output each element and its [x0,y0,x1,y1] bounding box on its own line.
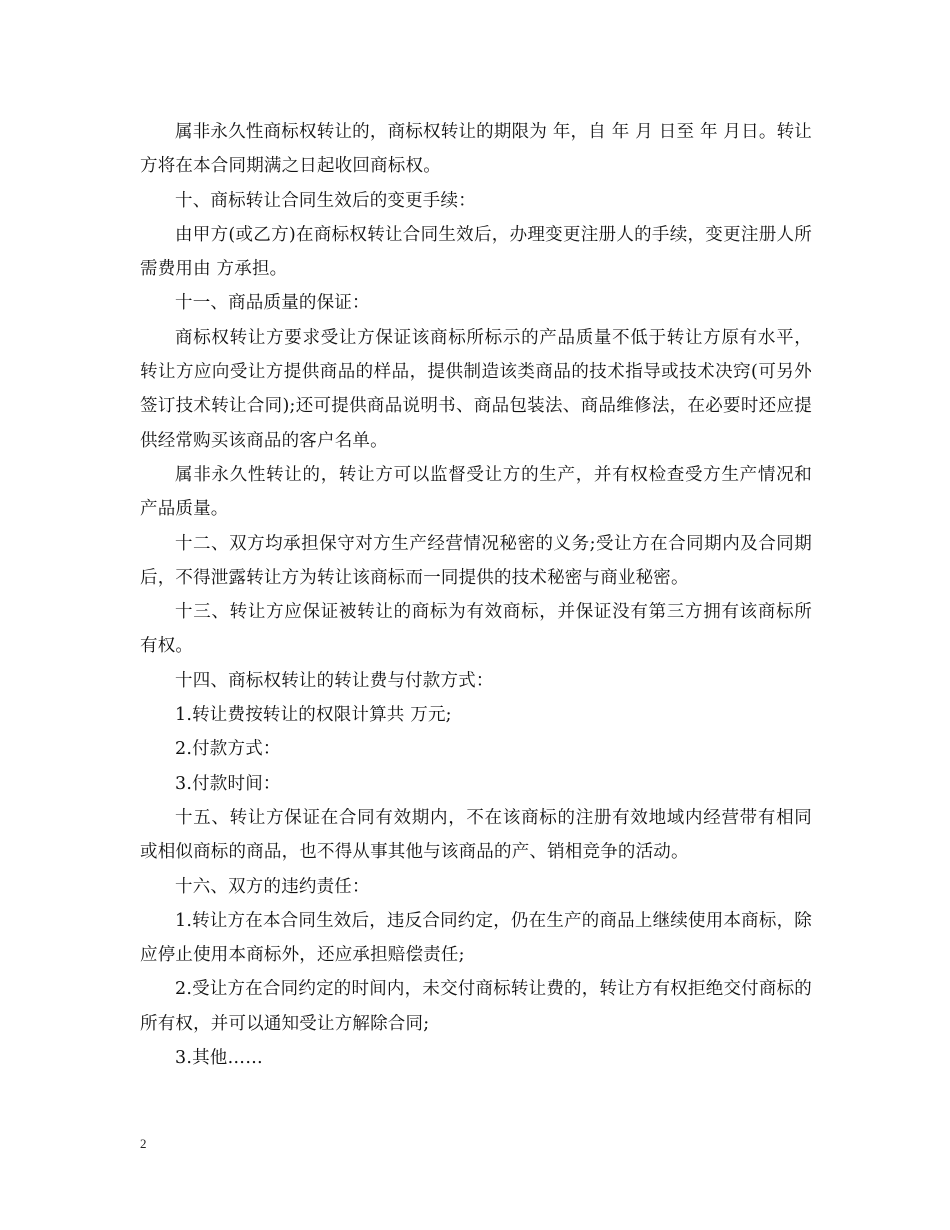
list-item: 3.其他…… [175,1048,263,1069]
section-heading: 十、商标转让合同生效后的变更手续： [175,190,476,211]
page-number: 2 [140,1136,147,1151]
list-item: 2.付款方式： [175,739,281,760]
section-heading: 十一、商品质量的保证： [175,293,370,314]
paragraph: 十五、转让方保证在合同有效期内，不在该商标的注册有效地域内经营带有相同或相似商标的商品，也不得从事其他与该商品的产、销相竞争的活动。 [140,807,812,863]
document-body [140,115,812,1075]
paragraph: 属非永久性转让的，转让方可以监督受让方的生产，并有权检查受方生产情况和产品质量。 [140,464,812,520]
paragraph: 由甲方(或乙方)在商标权转让合同生效后，办理变更注册人的手续，变更注册人所需费用由 方承担。 [140,224,812,280]
section-heading: 十四、商标权转让的转让费与付款方式： [175,670,494,691]
paragraph: 十三、转让方应保证被转让的商标为有效商标，并保证没有第三方拥有该商标所有权。 [140,602,812,657]
paragraph: 属非永久性商标权转让的，商标权转让的期限为 年，自 年 月 日至 年 月日。转让方将在本合同期满之日起收回商标权。 [140,122,812,177]
list-item: 1.转让方在本合同生效后，违反合同约定，仍在生产的商品上继续使用本商标，除应停止使用本商标外，还应承担赔偿责任; [140,910,812,966]
paragraph: 商标权转让方要求受让方保证该商标所标示的产品质量不低于转让方原有水平，转让方应向受让方提供商品的样品，提供制造该类商品的技术指导或技术决窍(可另外签订技术转让合同);还可提供商品说明书、商品包装法、商品维修法，在必要时还应提供经常购买该商品的客户名单。 [140,327,812,451]
section-heading: 十六、双方的违约责任： [175,876,370,897]
list-item: 1.转让费按转让的权限计算共 万元; [175,705,452,726]
list-item: 3.付款时间： [175,773,281,794]
list-item: 2.受让方在合同约定的时间内，未交付商标转让费的，转让方有权拒绝交付商标的所有权，并可以通知受让方解除合同; [140,979,812,1034]
paragraph: 十二、双方均承担保守对方生产经营情况秘密的义务;受让方在合同期内及合同期后，不得泄露转让方为转让该商标而一同提供的技术秘密与商业秘密。 [140,533,812,588]
